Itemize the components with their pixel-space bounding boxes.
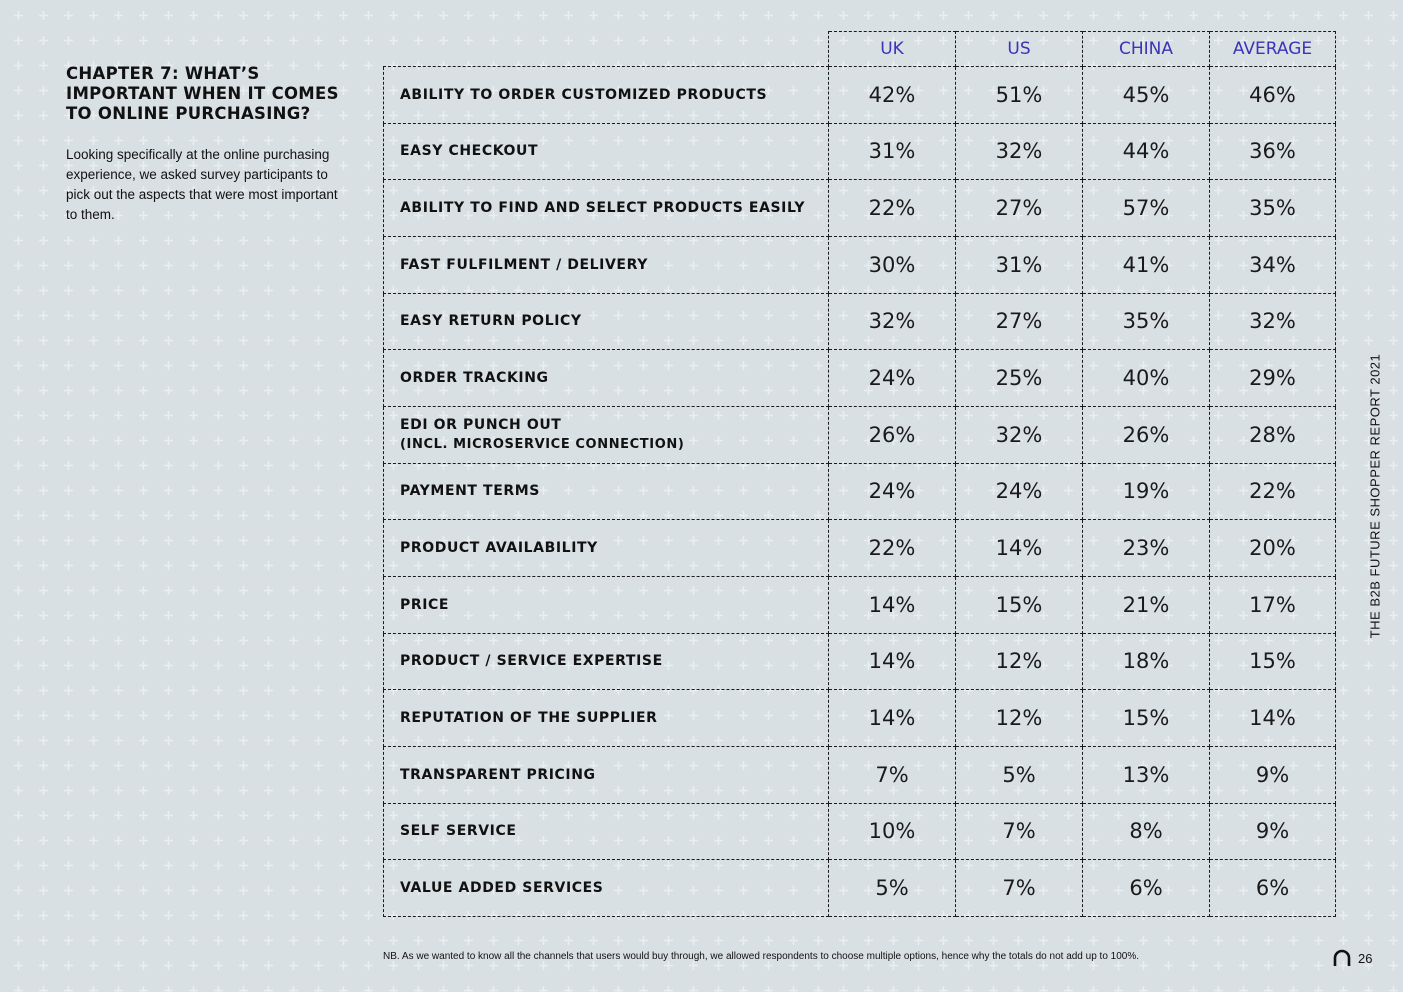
value-cell-us: 51% xyxy=(956,67,1083,124)
column-header-us: US xyxy=(956,32,1083,67)
row-label-cell xyxy=(384,293,829,350)
value-cell-uk: 22% xyxy=(829,520,956,577)
value-cell-china: 13% xyxy=(1083,746,1210,803)
value-cell-china: 40% xyxy=(1083,350,1210,407)
value-cell-china: 44% xyxy=(1083,123,1210,180)
row-label-cell xyxy=(384,746,829,803)
value-cell-us: 31% xyxy=(956,236,1083,293)
value-cell-china: 57% xyxy=(1083,180,1210,237)
row-label: ABILITY TO ORDER CUSTOMIZED PRODUCTS xyxy=(400,86,768,103)
value-cell-average: 17% xyxy=(1210,576,1336,633)
row-label: TRANSPARENT PRICING xyxy=(400,766,596,783)
value-cell-uk: 14% xyxy=(829,690,956,747)
row-label: ABILITY TO FIND AND SELECT PRODUCTS EASILY xyxy=(400,200,806,217)
row-label-cell xyxy=(384,520,829,577)
value-cell-china: 45% xyxy=(1083,67,1210,124)
row-label: ORDER TRACKING xyxy=(400,370,549,387)
row-label-cell xyxy=(384,633,829,690)
value-cell-average: 35% xyxy=(1210,180,1336,237)
report-side-title: THE B2B FUTURE SHOPPER REPORT 2021 xyxy=(1367,353,1383,639)
value-cell-china: 41% xyxy=(1083,236,1210,293)
value-cell-average: 9% xyxy=(1210,746,1336,803)
value-cell-china: 26% xyxy=(1083,406,1210,463)
value-cell-uk: 14% xyxy=(829,576,956,633)
row-label-cell xyxy=(384,803,829,860)
table-row xyxy=(384,350,1336,407)
row-label-cell xyxy=(384,350,829,407)
value-cell-uk: 10% xyxy=(829,803,956,860)
table-row xyxy=(384,803,1336,860)
value-cell-china: 15% xyxy=(1083,690,1210,747)
value-cell-us: 12% xyxy=(956,633,1083,690)
row-label: REPUTATION OF THE SUPPLIER xyxy=(400,710,658,727)
table-row xyxy=(384,463,1336,520)
value-cell-average: 15% xyxy=(1210,633,1336,690)
table-row xyxy=(384,520,1336,577)
row-label-cell xyxy=(384,67,829,124)
value-cell-us: 32% xyxy=(956,406,1083,463)
row-label-cell xyxy=(384,690,829,747)
value-cell-uk: 24% xyxy=(829,463,956,520)
row-label: FAST FULFILMENT / DELIVERY xyxy=(400,256,648,273)
value-cell-average: 32% xyxy=(1210,293,1336,350)
value-cell-average: 22% xyxy=(1210,463,1336,520)
value-cell-average: 36% xyxy=(1210,123,1336,180)
value-cell-average: 20% xyxy=(1210,520,1336,577)
table-row xyxy=(384,67,1336,124)
table-row xyxy=(384,690,1336,747)
row-label: PRODUCT / SERVICE EXPERTISE xyxy=(400,653,663,670)
value-cell-china: 19% xyxy=(1083,463,1210,520)
value-cell-us: 12% xyxy=(956,690,1083,747)
value-cell-uk: 32% xyxy=(829,293,956,350)
row-label: VALUE ADDED SERVICES xyxy=(400,880,604,897)
row-label-cell xyxy=(384,463,829,520)
value-cell-uk: 7% xyxy=(829,746,956,803)
row-label-cell xyxy=(384,406,829,463)
row-label-cell xyxy=(384,860,829,917)
value-cell-us: 27% xyxy=(956,180,1083,237)
column-header-average: AVERAGE xyxy=(1210,32,1336,67)
value-cell-china: 8% xyxy=(1083,803,1210,860)
value-cell-china: 35% xyxy=(1083,293,1210,350)
value-cell-china: 6% xyxy=(1083,860,1210,917)
row-label-cell xyxy=(384,180,829,237)
value-cell-average: 46% xyxy=(1210,67,1336,124)
value-cell-us: 27% xyxy=(956,293,1083,350)
value-cell-average: 14% xyxy=(1210,690,1336,747)
value-cell-average: 28% xyxy=(1210,406,1336,463)
value-cell-average: 6% xyxy=(1210,860,1336,917)
row-label: PRICE xyxy=(400,596,450,613)
row-label: EDI OR PUNCH OUT xyxy=(400,416,562,433)
value-cell-china: 23% xyxy=(1083,520,1210,577)
intro-paragraph: Looking specifically at the online purchasing experience, we asked survey participants to pick out the aspects that were most important to them. xyxy=(66,147,338,222)
value-cell-uk: 26% xyxy=(829,406,956,463)
row-label: SELF SERVICE xyxy=(400,823,517,840)
column-header-uk: UK xyxy=(829,32,956,67)
value-cell-uk: 22% xyxy=(829,180,956,237)
table-row xyxy=(384,746,1336,803)
value-cell-uk: 30% xyxy=(829,236,956,293)
table-row xyxy=(384,123,1336,180)
header-blank xyxy=(384,32,829,67)
value-cell-us: 15% xyxy=(956,576,1083,633)
value-cell-us: 24% xyxy=(956,463,1083,520)
table-row xyxy=(384,293,1336,350)
value-cell-china: 21% xyxy=(1083,576,1210,633)
value-cell-us: 7% xyxy=(956,803,1083,860)
footnote: NB. As we wanted to know all the channels that users would buy through, we allowed respondents to choose multiple options, hence why the totals do not add up to 100%. xyxy=(383,951,1140,962)
table-row xyxy=(384,406,1336,463)
table-row xyxy=(384,576,1336,633)
chapter-title: CHAPTER 7: WHAT’S IMPORTANT WHEN IT COMES TO ONLINE PURCHASING? xyxy=(66,64,339,123)
value-cell-uk: 5% xyxy=(829,860,956,917)
value-cell-average: 34% xyxy=(1210,236,1336,293)
row-label-cell xyxy=(384,576,829,633)
value-cell-uk: 42% xyxy=(829,67,956,124)
value-cell-uk: 24% xyxy=(829,350,956,407)
value-cell-us: 7% xyxy=(956,860,1083,917)
row-label: EASY CHECKOUT xyxy=(400,143,539,160)
value-cell-average: 9% xyxy=(1210,803,1336,860)
row-sublabel: (INCL. MICROSERVICE CONNECTION) xyxy=(400,436,685,452)
arch-logo-icon xyxy=(1332,949,1352,967)
value-cell-us: 5% xyxy=(956,746,1083,803)
table-row xyxy=(384,633,1336,690)
row-label: EASY RETURN POLICY xyxy=(400,313,582,330)
value-cell-us: 25% xyxy=(956,350,1083,407)
value-cell-china: 18% xyxy=(1083,633,1210,690)
importance-table xyxy=(383,31,1336,917)
row-label: PAYMENT TERMS xyxy=(400,483,540,500)
value-cell-uk: 14% xyxy=(829,633,956,690)
page-number: 26 xyxy=(1358,950,1373,966)
value-cell-us: 14% xyxy=(956,520,1083,577)
value-cell-us: 32% xyxy=(956,123,1083,180)
row-label-cell xyxy=(384,236,829,293)
row-label: PRODUCT AVAILABILITY xyxy=(400,540,598,557)
table-header-row xyxy=(384,32,1336,67)
table-row xyxy=(384,860,1336,917)
table-row xyxy=(384,236,1336,293)
value-cell-average: 29% xyxy=(1210,350,1336,407)
table-row xyxy=(384,180,1336,237)
value-cell-uk: 31% xyxy=(829,123,956,180)
row-label-cell xyxy=(384,123,829,180)
column-header-china: CHINA xyxy=(1083,32,1210,67)
page-footer xyxy=(1332,949,1372,967)
